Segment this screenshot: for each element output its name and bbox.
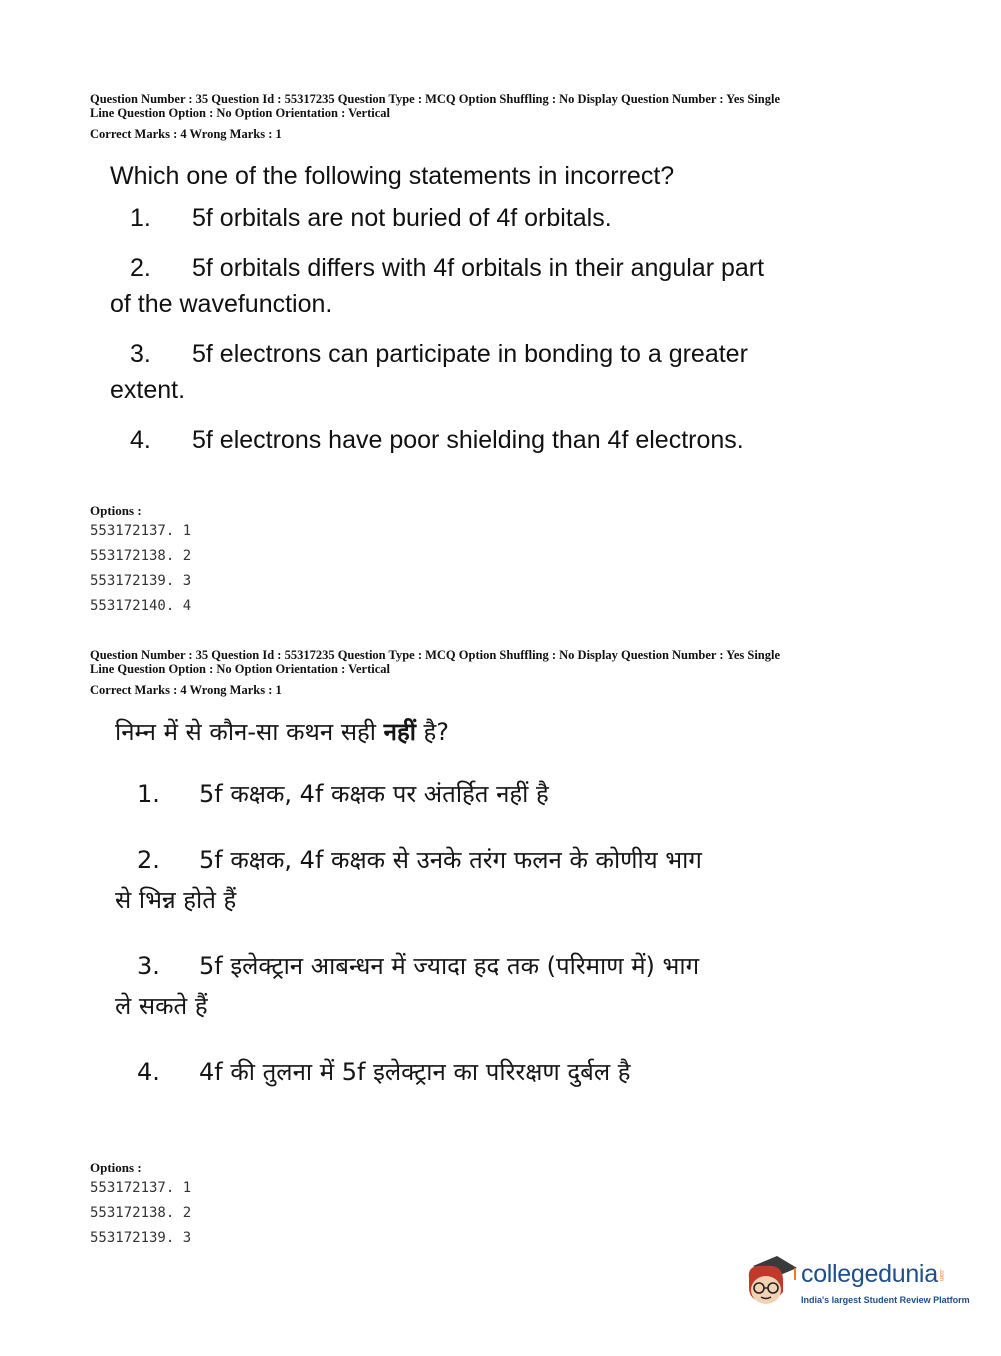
question-english: [110, 158, 850, 472]
statement-4: 4. 5f electrons have poor shielding than 4f electrons.: [130, 426, 744, 454]
option-4: 553172140. 4: [90, 598, 192, 614]
statement-3: 3. 5f इलेक्ट्रान आबन्धन में ज्यादा हद तक (परिमाण में) भाग ले सकते हैं: [115, 952, 700, 1020]
question-meta: Question Number : 35 Question Id : 55317235 Question Type : MCQ Option Shuffling : No Display Question Number : Yes Single Line Question Option : No Option Orientation : Vertical: [90, 648, 781, 676]
question-meta: Question Number : 35 Question Id : 55317235 Question Type : MCQ Option Shuffling : No Display Question Number : Yes Single Line Question Option : No Option Orientation : Vertical: [90, 92, 781, 120]
option-3: 553172139. 3: [90, 573, 192, 589]
options-hindi: [90, 1160, 920, 1251]
options-english: [90, 503, 920, 619]
marks-info: Correct Marks : 4 Wrong Marks : 1: [90, 127, 282, 141]
question-stem: Which one of the following statements in incorrect?: [110, 162, 675, 190]
option-1: 553172137. 1: [90, 1180, 192, 1196]
question-header-hindi: [90, 648, 920, 698]
statement-3: 3. 5f electrons can participate in bonding to a greater extent.: [110, 340, 748, 404]
option-3: 553172139. 3: [90, 1230, 192, 1246]
option-2: 553172138. 2: [90, 548, 192, 564]
options-label: Options :: [90, 503, 142, 518]
option-1: 553172137. 1: [90, 523, 192, 539]
mascot-icon: [743, 1252, 799, 1312]
statement-2: 2. 5f कक्षक, 4f कक्षक से उनके तरंग फलन के कोणीय भाग से भिन्न होते हैं: [115, 846, 702, 914]
options-label: Options :: [90, 1160, 142, 1175]
statement-1: 1. 5f कक्षक, 4f कक्षक पर अंतर्हित नहीं है: [137, 780, 549, 808]
question-hindi: [115, 712, 875, 1118]
collegedunia-logo: [743, 1252, 973, 1312]
statement-4: 4. 4f की तुलना में 5f इलेक्ट्रान का परिरक्षण दुर्बल है: [137, 1058, 631, 1086]
marks-info: Correct Marks : 4 Wrong Marks : 1: [90, 683, 282, 697]
statement-1: 1. 5f orbitals are not buried of 4f orbitals.: [130, 204, 612, 232]
question-stem: निम्न में से कौन-सा कथन सही नहीं है?: [115, 718, 450, 746]
logo-tagline: India's largest Student Review Platform: [801, 1295, 970, 1305]
option-2: 553172138. 2: [90, 1205, 192, 1221]
logo-wordmark: collegedunia.com: [801, 1260, 944, 1288]
statement-2: 2. 5f orbitals differs with 4f orbitals in their angular part of the wavefunction.: [110, 254, 765, 318]
question-header-english: [90, 92, 920, 142]
